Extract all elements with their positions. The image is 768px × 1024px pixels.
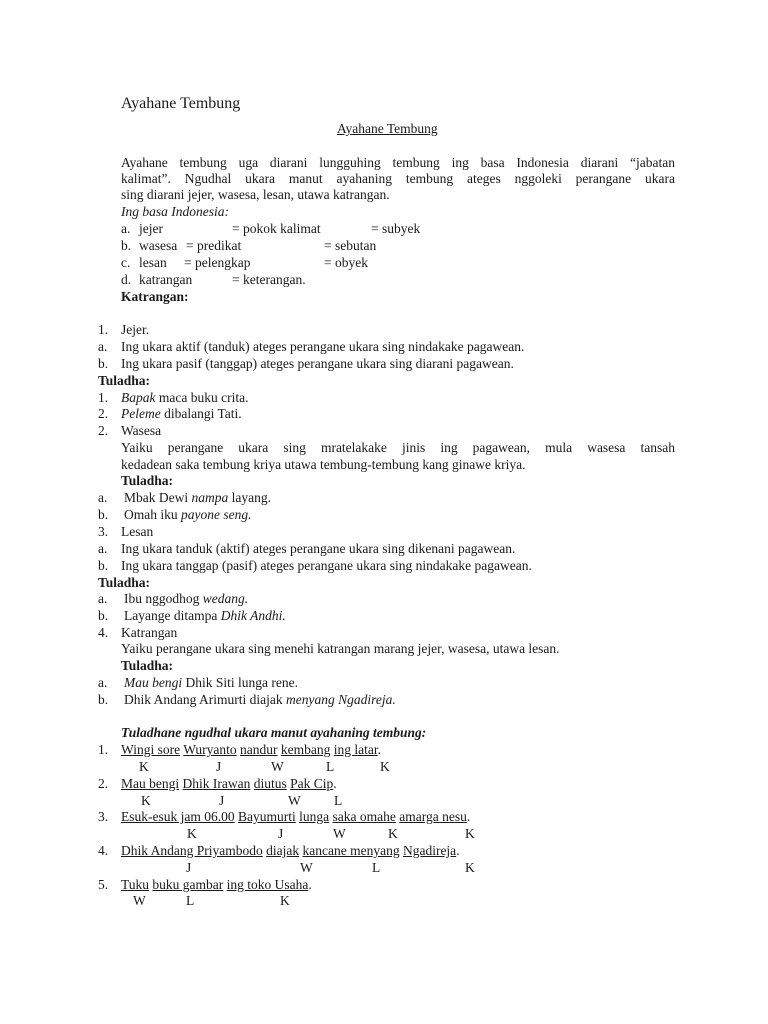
term-equivalent: = sebutan [324,238,377,253]
role-mark: K [465,826,475,841]
example-marker: a. [98,591,108,606]
role-mark: J [216,759,222,774]
role-mark: W [133,893,146,908]
tuladha-label: Tuladha: [98,575,151,590]
example-marker: b. [98,692,109,707]
section-heading: Jejer. [121,322,150,337]
katrangan-label: Katrangan: [121,289,189,304]
role-mark: L [326,759,335,774]
role-mark: L [372,860,381,875]
sentence-number: 1. [98,742,109,757]
role-mark: J [219,793,225,808]
role-mark: L [334,793,343,808]
role-mark: W [288,793,301,808]
item-marker: b. [98,558,109,573]
wasesa-desc-1: Yaiku perangane ukara sing mratelakake jinis ing pagawean, mula wasesa tansah [121,440,675,455]
term-javanese: wasesa [139,238,178,253]
intro-line-1: Ayahane tembung uga diarani lungguhing tembung ing basa Indonesia diarani “jabatan [121,155,675,170]
sentence-number: 5. [98,877,109,892]
item-marker: b. [98,356,109,371]
role-mark: W [300,860,313,875]
tuladha-label: Tuladha: [121,473,174,488]
bi-label: Ing basa Indonesia: [121,204,229,219]
sentence-text: Wingi sore Wuryanto nandur kembang ing latar. [121,742,382,757]
term-equivalent: = pokok kalimat [232,221,321,236]
term-equivalent: = predikat [186,238,242,253]
item-text: Ing ukara aktif (tanduk) ateges perangane ukara sing nindakake pagawean. [121,339,525,354]
sentence-text: Dhik Andang Priyambodo diajak kancane menyang Ngadireja. [121,843,460,858]
intro-line-2: kalimat”. Ngudhal ukara manut ayahaning tembung ateges nggoleki perangane ukara [121,171,675,186]
sentence-number: 3. [98,809,109,824]
tuladha-label: Tuladha: [121,658,174,673]
term-marker: a. [121,221,131,236]
intro-line-3: sing diarani jejer, wasesa, lesan, utawa katrangan. [121,187,390,202]
example-text: Dhik Andang Arimurti diajak menyang Ngadireja. [124,692,396,707]
role-mark: K [187,826,197,841]
section-heading: Lesan [121,524,154,539]
role-mark: K [388,826,398,841]
role-mark: W [333,826,346,841]
item-marker: a. [98,339,108,354]
sentence-text: Esuk-esuk jam 06.00 Bayumurti lunga saka omahe amarga nesu. [121,809,471,824]
example-text: Mau bengi Dhik Siti lunga rene. [124,675,298,690]
example-text: Peleme dibalangi Tati. [121,406,242,421]
example-marker: b. [98,608,109,623]
term-marker: b. [121,238,132,253]
sentence-number: 4. [98,843,109,858]
examples-title: Tuladhane ngudhal ukara manut ayahaning tembung: [121,725,427,740]
role-mark: W [271,759,284,774]
term-equivalent: = keterangan. [232,272,306,287]
term-marker: c. [121,255,131,270]
role-mark: J [186,860,192,875]
example-text: Omah iku payone seng. [124,507,252,522]
role-mark: K [380,759,390,774]
document-title: Ayahane Tembung [337,121,438,136]
section-number: 4. [98,625,109,640]
example-text: Bapak maca buku crita. [121,390,249,405]
term-equivalent: = pelengkap [184,255,251,270]
item-text: Ing ukara tanduk (aktif) ateges perangane ukara sing dikenani pagawean. [121,541,516,556]
example-text: Ibu nggodhog wedang. [124,591,249,606]
section-number: 3. [98,524,109,539]
section-number: 2. [98,423,109,438]
sentence-text: Tuku buku gambar ing toko Usaha. [121,877,312,892]
item-text: Ing ukara tanggap (pasif) ateges perangane ukara sing nindakake pagawean. [121,558,532,573]
example-marker: a. [98,675,108,690]
term-javanese: jejer [139,221,163,236]
role-mark: K [139,759,149,774]
example-marker: a. [98,490,108,505]
role-mark: J [278,826,284,841]
term-javanese: lesan [139,255,167,270]
item-marker: a. [98,541,108,556]
role-mark: K [280,893,290,908]
example-number: 2. [98,406,109,421]
term-equivalent: = obyek [324,255,368,270]
section-number: 1. [98,322,109,337]
section-heading: Katrangan [121,625,178,640]
example-text: Layange ditampa Dhik Andhi. [124,608,286,623]
term-marker: d. [121,272,132,287]
katrangan-desc: Yaiku perangane ukara sing menehi katrangan marang jejer, wasesa, utawa lesan. [121,641,560,656]
example-text: Mbak Dewi nampa layang. [124,490,271,505]
term-javanese: katrangan [139,272,193,287]
section-heading: Wasesa [121,423,162,438]
term-equivalent: = subyek [371,221,421,236]
item-text: Ing ukara pasif (tanggap) ateges perangane ukara sing diarani pagawean. [121,356,514,371]
wasesa-desc-2: kedadean saka tembung kriya utawa tembung-tembung kang ginawe kriya. [121,457,526,472]
example-marker: b. [98,507,109,522]
sentence-number: 2. [98,776,109,791]
role-mark: K [141,793,151,808]
role-mark: L [186,893,195,908]
role-mark: K [465,860,475,875]
sentence-text: Mau bengi Dhik Irawan diutus Pak Cip. [121,776,337,791]
document-header-title: Ayahane Tembung [121,95,241,112]
example-number: 1. [98,390,109,405]
tuladha-label: Tuladha: [98,373,151,388]
